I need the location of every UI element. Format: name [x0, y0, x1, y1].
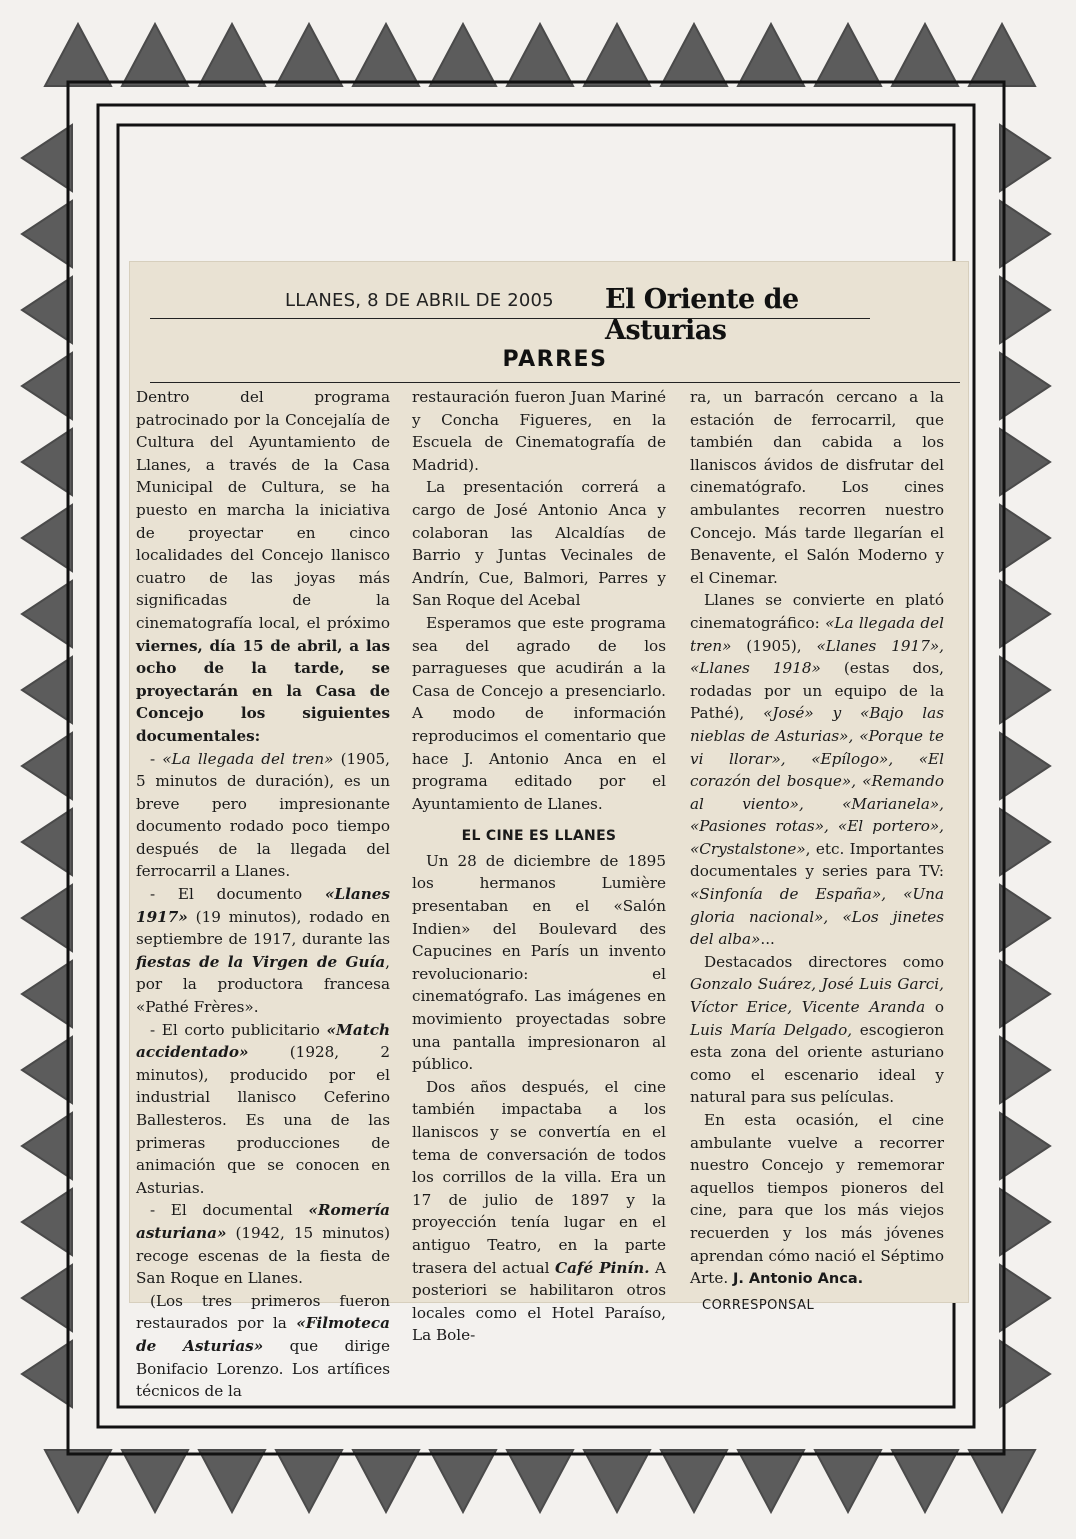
paragraph: En esta ocasión, el cine ambulante vuelve a recorrer nuestro Concejo y rememorar aquellos tiempos pioneros del cine, para que los más viejos recuerden y los más jóvenes aprendan cómo nació el Séptimo Arte. J. Antonio Anca.	[690, 1111, 944, 1288]
border-triangle	[661, 24, 727, 86]
border-triangle	[1000, 1037, 1050, 1103]
border-triangle	[1000, 353, 1050, 419]
border-triangle	[661, 1450, 727, 1512]
border-triangle	[1000, 581, 1050, 647]
border-triangle	[430, 1450, 496, 1512]
border-triangle	[22, 353, 72, 419]
paragraph: (Los tres primeros fueron restaurados por la «Filmoteca de Asturias» que dirige Bonifacio Lorenzo. Los artífices técnicos de la	[136, 1291, 390, 1401]
paragraph: Llanes se convierte en plató cinematográfico: «La llegada del tren» (1905), «Llanes 1917», «Llanes 1918» (estas dos, rodadas por un equipo de la Pathé), «José» y «Bajo las nieblas de Asturias», «Porque te vi llorar», «Epílogo», «El corazón del bosque», «Remando al viento», «Marianela», «Pasiones rotas», «El portero», «Crystalstone», etc. Importantes documentales y series para TV: «Sinfonía de España», «Una gloria nacional», «Los jinetes del alba»...	[690, 591, 945, 949]
border-triangle	[815, 1450, 881, 1512]
border-triangle	[22, 733, 72, 799]
article-column-2	[412, 386, 666, 1347]
border-triangle	[1000, 1341, 1050, 1407]
article-column-1	[136, 386, 390, 1403]
paragraph: restauración fueron Juan Mariné y Concha Figueres, en la Escuela de Cinematografía de Madrid).	[412, 388, 666, 474]
section-heading	[150, 338, 960, 383]
border-triangle	[122, 24, 188, 86]
border-triangle	[22, 809, 72, 875]
border-triangle	[1000, 733, 1050, 799]
paragraph: Destacados directores como Gonzalo Suárez, José Luis Garci, Víctor Erice, Vicente Aranda o Luis María Delgado, escogieron esta zona del oriente asturiano como el escenario ideal y natural para sus películas.	[690, 952, 944, 1107]
border-triangle	[1000, 809, 1050, 875]
paragraph: Esperamos que este programa sea del agrado de los parragueses que acudirán a la Casa de Concejo a presenciarlo. A modo de información reproducimos el comentario que hace J. Antonio Anca en el programa editado por el Ayuntamiento de Llanes.	[412, 613, 666, 813]
border-triangle	[22, 1265, 72, 1331]
border-triangle	[1000, 1189, 1050, 1255]
border-triangle	[1000, 657, 1050, 723]
border-triangle	[584, 1450, 650, 1512]
border-triangle	[22, 125, 72, 191]
border-triangle	[969, 1450, 1035, 1512]
border-triangle	[1000, 201, 1050, 267]
border-triangle	[22, 1189, 72, 1255]
border-triangle	[892, 1450, 958, 1512]
border-triangle	[22, 961, 72, 1027]
border-triangle	[738, 1450, 804, 1512]
border-triangle	[22, 885, 72, 951]
border-triangle	[45, 1450, 111, 1512]
paragraph: - El corto publicitario «Match accidentado» (1928, 2 minutos), producido por el industrial llanisco Ceferino Ballesteros. Es una de las primeras producciones de animación que se conocen en Asturias.	[136, 1020, 390, 1197]
border-triangle	[738, 24, 804, 86]
paragraph: ra, un barracón cercano a la estación de ferrocarril, que también dan cabida a los llaniscos ávidos de disfrutar del cinematógrafo. Los cines ambulantes recorren nuestro Concejo. Más tarde llegarían el Benavente, el Salón Moderno y el Cinemar.	[690, 388, 944, 587]
paragraph: Dentro del programa patrocinado por la Concejalía de Cultura del Ayuntamiento de Llanes, a través de la Casa Municipal de Cultura, se ha puesto en marcha la iniciativa de proyectar en cinco localidades del Concejo llanisco cuatro de las joyas más significadas de la cinematografía local, el próximo viernes, día 15 de abril, a las ocho de la tarde, se proyectarán en la Casa de Concejo los siguientes documentales:	[136, 388, 390, 745]
border-triangle	[22, 277, 72, 343]
border-triangle	[45, 24, 111, 86]
border-triangle	[22, 581, 72, 647]
border-triangle	[353, 24, 419, 86]
border-triangle	[22, 201, 72, 267]
paragraph: Dos años después, el cine también impactaba a los llaniscos y se convertía en el tema de conversación de todos los corrillos de la villa. Era un 17 de julio de 1897 y la proyección tenía lugar en el antiguo Teatro, en la parte trasera del actual Café Pinín. A posteriori se habilitaron otros locales como el Hotel Paraíso, La Bole-	[412, 1077, 666, 1345]
signoff: CORRESPONSAL	[702, 1297, 815, 1313]
article-author: J. Antonio Anca.	[732, 1271, 864, 1288]
border-triangle	[507, 1450, 573, 1512]
article-column-3	[690, 386, 944, 1317]
section-title: PARRES	[502, 347, 608, 372]
border-triangle	[584, 24, 650, 86]
border-triangle	[22, 1113, 72, 1179]
paragraph: Un 28 de diciembre de 1895 los hermanos Lumière presentaban en el «Salón Indien» del Boulevard des Capucines en París un invento revolucionario: el cinematógrafo. Las imágenes en movimiento proyectadas sobre una pantalla impresionaron al público.	[412, 851, 666, 1074]
border-triangle	[1000, 125, 1050, 191]
border-triangle	[22, 657, 72, 723]
border-triangle	[22, 1341, 72, 1407]
article-subheading: EL CINE ES LLANES	[461, 828, 617, 845]
dateline: LLANES, 8 DE ABRIL DE 2005	[285, 290, 554, 311]
paragraph: La presentación correrá a cargo de José Antonio Anca y colaboran las Alcaldías de Barrio y Juntas Vecinales de Andrín, Cue, Balmori, Parres y San Roque del Acebal	[412, 478, 666, 610]
border-triangle	[430, 24, 496, 86]
border-triangle	[1000, 885, 1050, 951]
clipping-header	[150, 282, 870, 346]
border-triangle	[353, 1450, 419, 1512]
border-triangle	[1000, 1265, 1050, 1331]
border-triangle	[199, 24, 265, 86]
border-triangle	[1000, 429, 1050, 495]
border-triangle	[276, 24, 342, 86]
paragraph: - «La llegada del tren» (1905, 5 minutos de duración), es un breve pero impresionante documento rodado poco tiempo después de la llegada del ferrocarril a Llanes.	[136, 749, 390, 881]
newspaper-masthead: El Oriente de Asturias	[605, 284, 799, 346]
border-triangle	[969, 24, 1035, 86]
border-triangle	[1000, 277, 1050, 343]
border-triangle	[815, 24, 881, 86]
border-triangle	[1000, 505, 1050, 571]
border-triangle	[892, 24, 958, 86]
border-triangle	[1000, 1113, 1050, 1179]
border-triangle	[276, 1450, 342, 1512]
paragraph: - El documento «Llanes 1917» (19 minutos), rodado en septiembre de 1917, durante las fiestas de la Virgen de Guía, por la productora francesa «Pathé Frères».	[136, 885, 390, 1017]
border-triangle	[22, 429, 72, 495]
border-triangle	[22, 1037, 72, 1103]
border-triangle	[1000, 961, 1050, 1027]
paragraph: - El documental «Romería asturiana» (1942, 15 minutos) recoge escenas de la fiesta de San Roque en Llanes.	[136, 1201, 390, 1288]
border-triangle	[507, 24, 573, 86]
border-triangle	[199, 1450, 265, 1512]
border-triangle	[22, 505, 72, 571]
border-triangle	[122, 1450, 188, 1512]
